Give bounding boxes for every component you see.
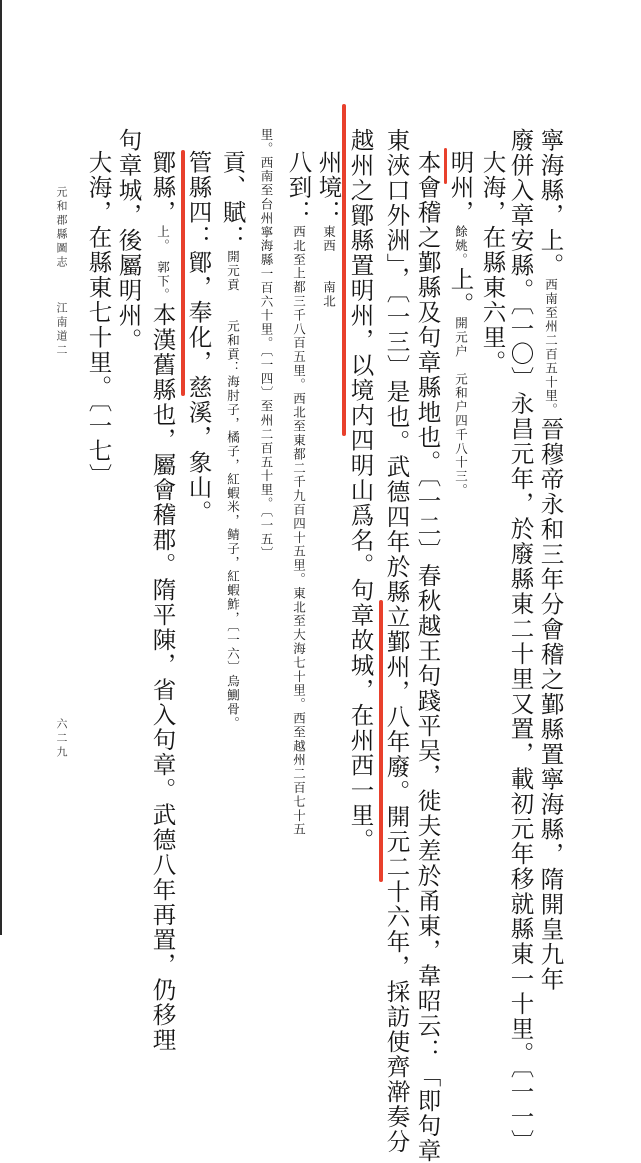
footer-book-title: 元和郡縣圖志 (55, 186, 68, 270)
text-column-8 (314, 150, 343, 309)
text-column-11 (218, 150, 247, 731)
body-text: 寧海縣，上。 (536, 128, 565, 278)
body-text: 廢併入章安縣。〔一〇〕永昌元年，於廢縣東二十里又置，載初元年移就縣東一十里。〔一一〕 (506, 128, 535, 1155)
body-text: 明州， (446, 150, 475, 225)
highlight-mark-kaiyuan (379, 600, 383, 882)
body-text: 貢、賦： (218, 150, 247, 250)
highlight-mark-yuezhou (342, 104, 346, 436)
body-text: 鄮縣， (148, 150, 177, 225)
body-text: 上。 (446, 266, 475, 317)
text-column-13 (148, 150, 177, 1053)
text-column-2 (506, 128, 535, 1155)
footer-page-number: 六二九 (55, 718, 68, 760)
annotation-text: 開元貢 元和貢：海肘子，橘子，紅蝦米，鲭子，紅蝦鮓，〔一六〕烏鰂骨。 (225, 250, 241, 731)
body-text: 大海，在縣東七十里。〔一七〕 (84, 150, 113, 489)
text-column-12 (184, 150, 213, 525)
annotation-text: 東西 南北 (321, 225, 337, 309)
body-text: 大海，在縣東六里。 (478, 150, 507, 375)
annotation-text: 餘姚。 (453, 225, 469, 267)
body-text: 本會稽之鄞縣及句章縣地也。〔一二〕春秋越王句踐平吴，徙夫差於甬東，韋昭云：「即句章 (413, 150, 442, 1163)
body-text: 州境： (314, 150, 343, 225)
footer-section: 江南道二 (55, 302, 68, 358)
body-text: 管縣四：鄮，奉化，慈溪，象山。 (184, 150, 213, 525)
body-text: 東浹口外洲」，〔一三〕是也。武德四年於縣立鄞州，八年廢。開元二十六年，採訪使齊澣奏分 (382, 128, 411, 1155)
annotation-text: 上。 郭下。 (155, 225, 171, 303)
text-column-14 (114, 128, 143, 353)
page-left-edge (0, 0, 2, 935)
text-column-3 (478, 150, 507, 375)
annotation-text: 元和户四千八十三。 (453, 358, 469, 498)
annotation-text: 開元户 (453, 316, 469, 359)
text-column-4 (446, 150, 475, 498)
annotation-text: 西北至上都三千八百五里。西北至東都二千九百四十五里。東北至大海七十里。西至越州二百七十五 (291, 225, 307, 837)
body-text: 句章城，後屬明州。 (114, 128, 143, 353)
text-column-15 (84, 150, 113, 489)
text-column-1 (536, 128, 565, 992)
text-column-9 (284, 150, 313, 837)
text-column-10 (258, 128, 274, 560)
body-text: 越州之鄮縣置明州，以境内四明山爲名。句章故城，在州西一里。 (346, 128, 375, 853)
body-text: 晉穆帝永和三年分會稽之鄞縣置寧海縣，隋開皇九年 (536, 417, 565, 992)
annotation-text: 西南至州二百五十里。 (543, 278, 559, 417)
highlight-mark-mingzhou (444, 148, 447, 184)
text-column-6 (382, 128, 411, 1155)
annotation-text: 里。西南至台州寧海縣一百六十里。〔一四〕至州二百五十里。〔一五〕 (259, 128, 274, 561)
highlight-mark-guanxian (181, 150, 185, 396)
text-column-5 (413, 150, 442, 1163)
body-text: 本漢舊縣也，屬會稽郡。隋平陳，省入句章。武德八年再置，仍移理 (148, 302, 177, 1053)
text-column-7 (346, 128, 375, 853)
body-text: 八到： (284, 150, 313, 225)
